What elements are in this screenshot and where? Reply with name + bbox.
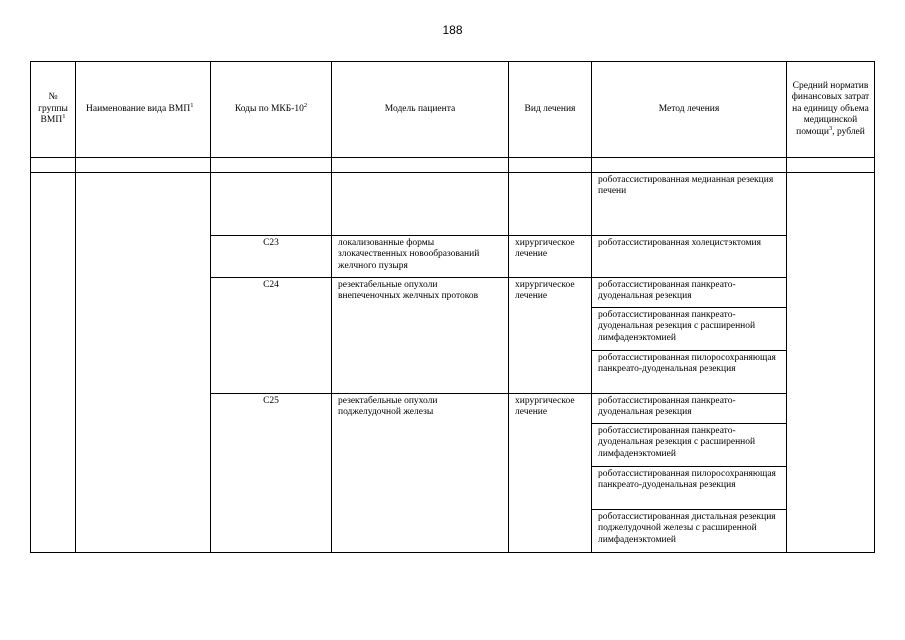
- col-header-vmp-name: Наименование вида ВМП$^1$: [76, 62, 211, 158]
- table-spacer-row: [31, 158, 875, 173]
- icd-code-cell: C24: [211, 278, 332, 394]
- icd-code-cell: C23: [211, 236, 332, 278]
- table-row: [31, 173, 875, 236]
- icd-code-cell: C25: [211, 394, 332, 553]
- col-header-average-cost: Средний норматив финансовых затрат на единицу объема медицинской помощи$^3$, рублей: [787, 62, 875, 158]
- treatment-method-cell: роботассистированная пилоросохраняющая панкреато-дуоденальная резекция: [592, 351, 787, 394]
- col-header-treatment-method: Метод лечения: [592, 62, 787, 158]
- treatment-method-cell: роботассистированная холецистэктомия: [592, 236, 787, 278]
- patient-model-cell: [332, 173, 509, 236]
- treatment-method-cell: роботассистированная дистальная резекция поджелудочной железы с расширенной лимфаденэктомией: [592, 510, 787, 553]
- col-header-group-number: № группы ВМП$^1$: [31, 62, 76, 158]
- treatment-method-cell: роботассистированная панкреато-дуоденальная резекция: [592, 278, 787, 308]
- patient-model-cell: резектабельные опухоли поджелудочной железы: [332, 394, 509, 553]
- vmp-name-cell: [76, 173, 211, 553]
- treatment-method-cell: роботассистированная панкреато-дуоденальная резекция: [592, 394, 787, 424]
- treatment-method-cell: роботассистированная панкреато-дуоденальная резекция с расширенной лимфаденэктомией: [592, 424, 787, 467]
- vmp-table: [30, 61, 875, 553]
- average-cost-cell: [787, 173, 875, 553]
- treatment-type-cell: хирургическое лечение: [509, 278, 592, 394]
- group-number-cell: [31, 173, 76, 553]
- col-header-icd-codes: Коды по МКБ-$10^2$: [211, 62, 332, 158]
- col-header-patient-model: Модель пациента: [332, 62, 509, 158]
- page-number: 188: [442, 23, 463, 37]
- icd-code-cell: [211, 173, 332, 236]
- col-header-treatment-type: Вид лечения: [509, 62, 592, 158]
- treatment-method-cell: роботассистированная панкреато-дуоденальная резекция с расширенной лимфаденэктомией: [592, 308, 787, 351]
- treatment-type-cell: [509, 173, 592, 236]
- treatment-method-cell: роботассистированная пилоросохраняющая панкреато-дуоденальная резекция: [592, 467, 787, 510]
- patient-model-cell: локализованные формы злокачественных новообразований желчного пузыря: [332, 236, 509, 278]
- treatment-type-cell: хирургическое лечение: [509, 394, 592, 553]
- patient-model-cell: резектабельные опухоли внепеченочных желчных протоков: [332, 278, 509, 394]
- table-header-row: [31, 62, 875, 158]
- treatment-type-cell: хирургическое лечение: [509, 236, 592, 278]
- treatment-method-cell: роботассистированная медианная резекция печени: [592, 173, 787, 236]
